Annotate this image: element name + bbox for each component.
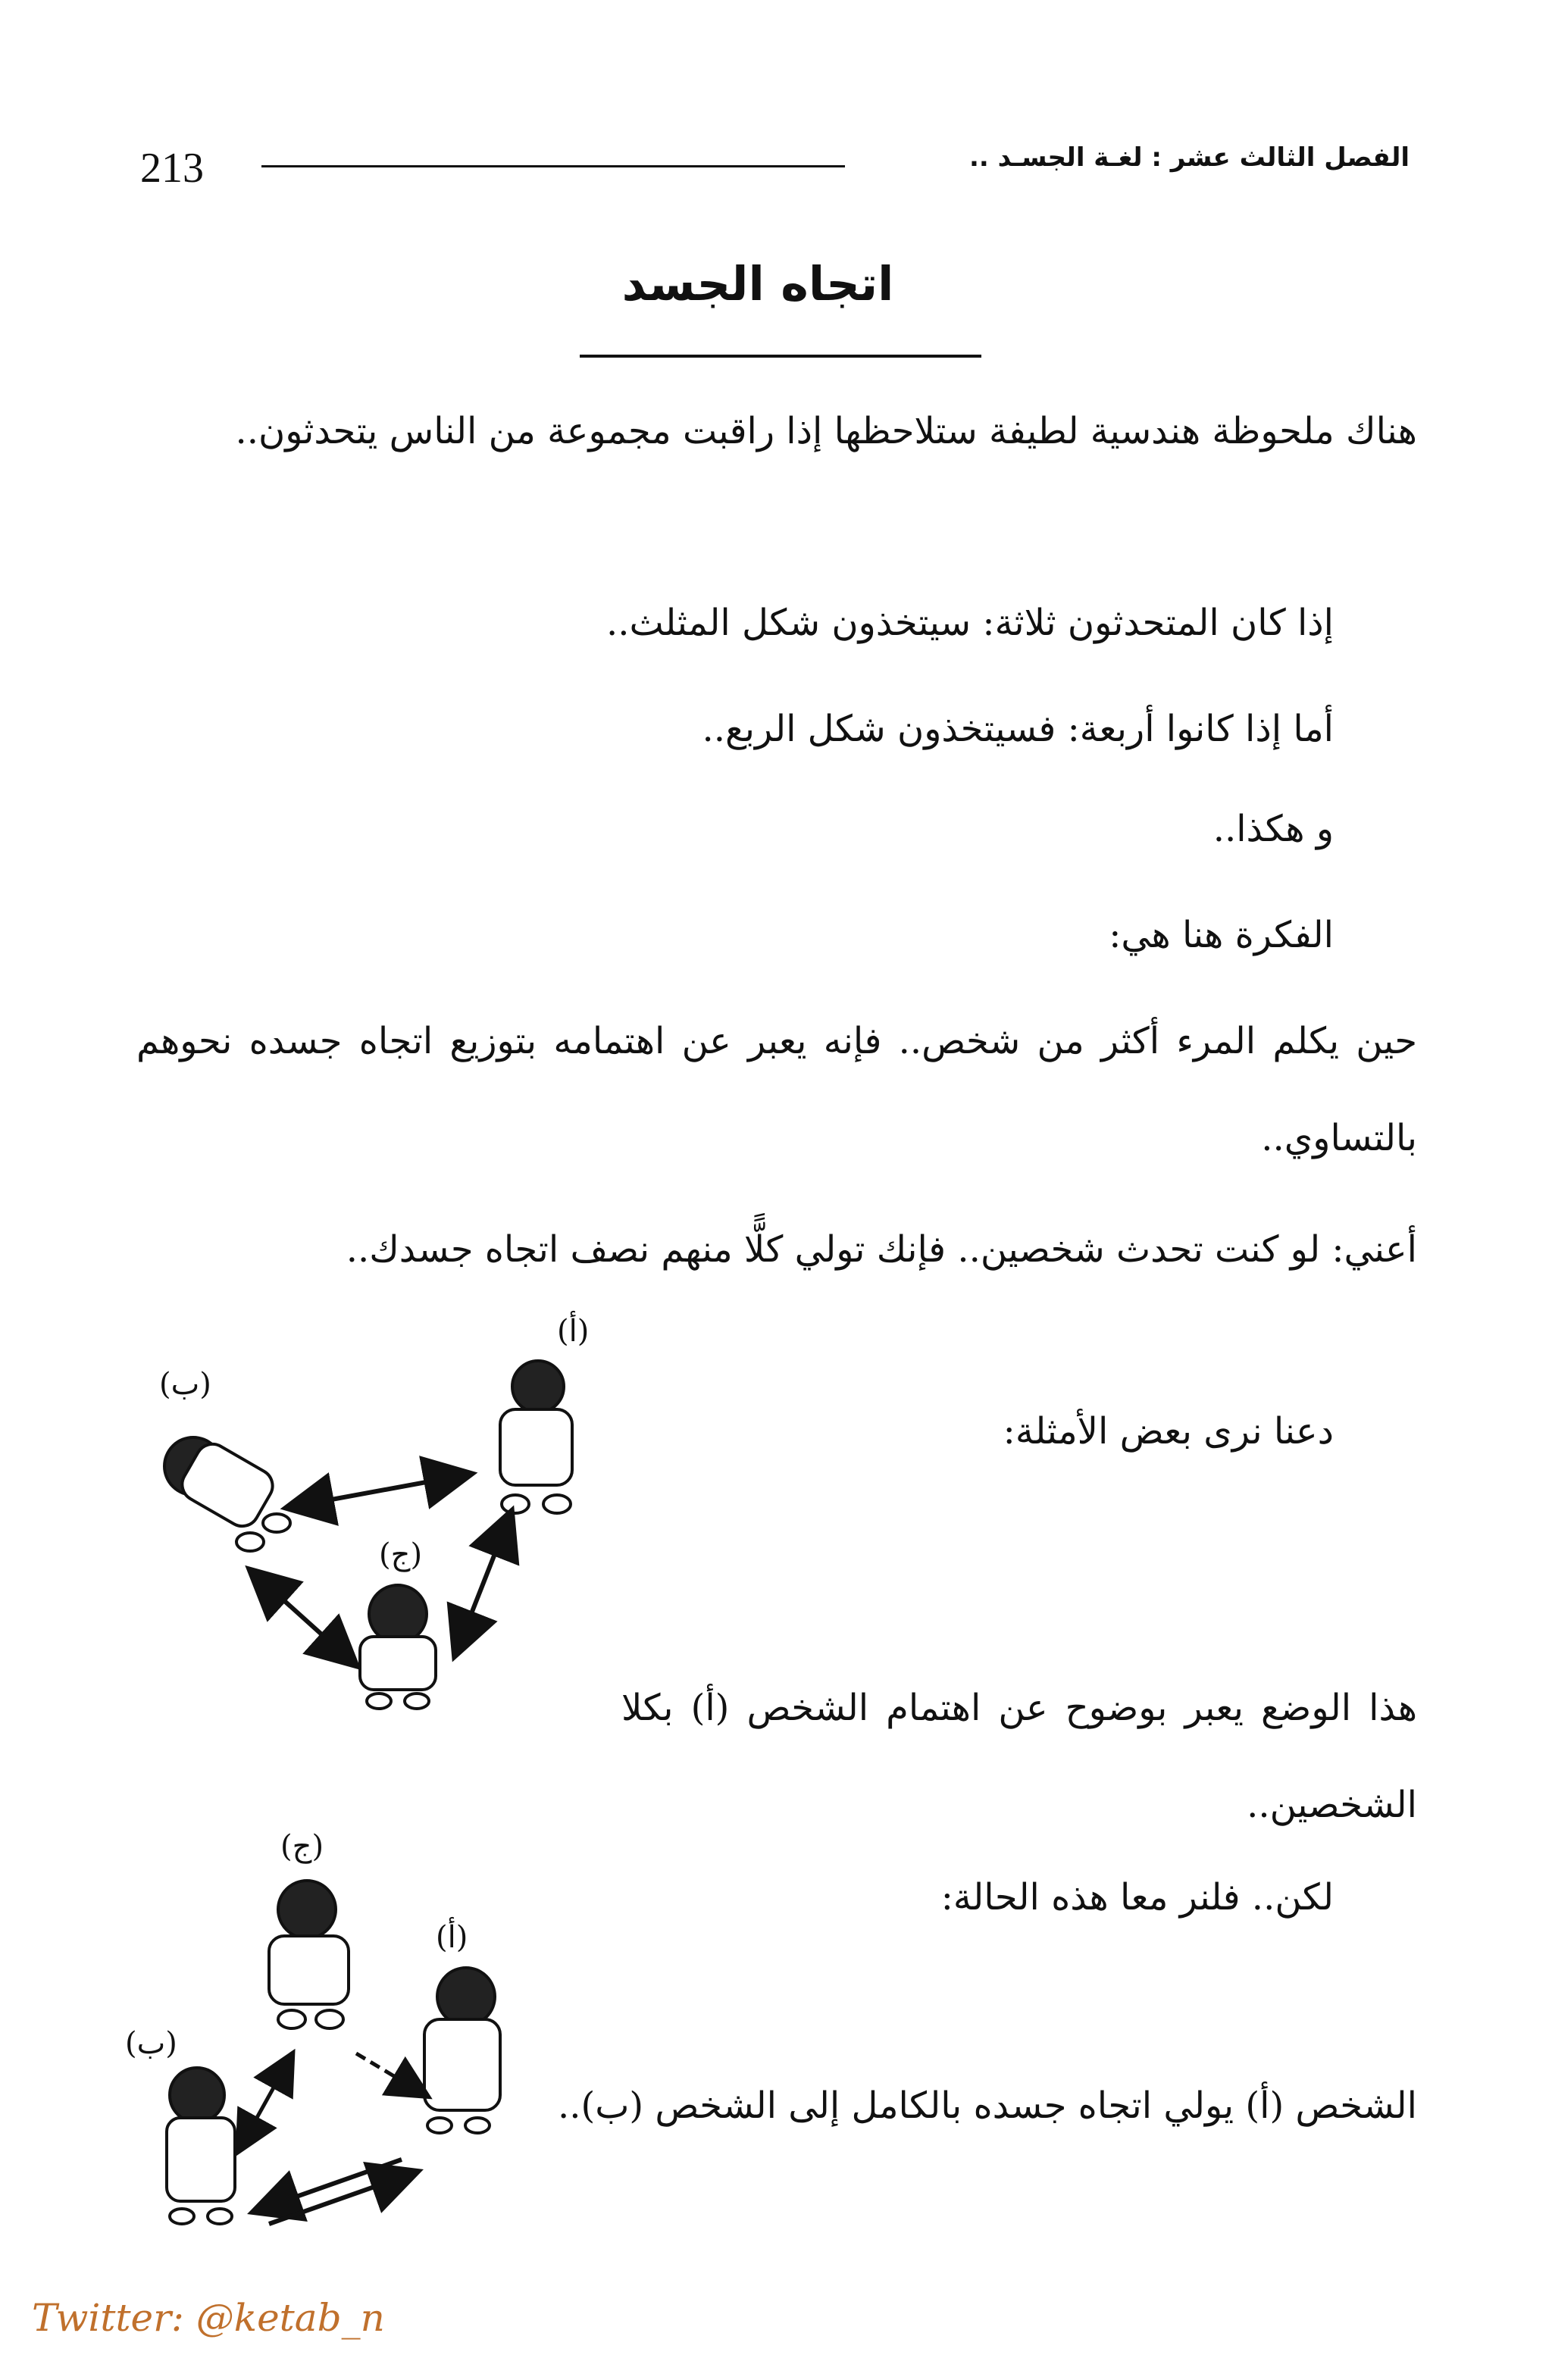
- figure2-person-c: [269, 1881, 349, 2028]
- figure1-label-b: (ب): [159, 1367, 211, 1402]
- page-number: 213: [140, 145, 204, 192]
- figure2-label-b: (ب): [125, 2026, 177, 2061]
- figure1-arrow-b-c: [265, 1584, 341, 1652]
- paragraph-6: حين يكلم المرء أكثر من شخص.. فإنه يعبر عن اهتمامه بتوزيع اتجاه جسده نحوهم بالتساوي..: [136, 1020, 1417, 1159]
- chapter-header: الفصل الثالث عشر : لغـة الجسـد ..: [969, 142, 1410, 173]
- figure2-label-c: (ج): [280, 1829, 324, 1864]
- figure1-arrow-a-c: [462, 1531, 504, 1637]
- figure1-label-c: (ج): [379, 1537, 423, 1572]
- paragraph-3: أما إذا كانوا أربعة: فسيتخذون شكل الربع..: [702, 708, 1334, 750]
- title-underline: [580, 355, 981, 358]
- figure1-person-b: [164, 1437, 290, 1551]
- figure2-person-b: [167, 2068, 235, 2224]
- figure1-label-a: (أ): [557, 1314, 590, 1349]
- paragraph-9: هذا الوضع يعبر بوضوح عن اهتمام الشخص (أ) بكلا الشخصين..: [621, 1687, 1417, 1826]
- figure1-arrow-a-b: [307, 1478, 451, 1504]
- paragraph-4: و هكذا..: [1212, 808, 1334, 850]
- paragraph-1: هناك ملحوظة هندسية لطيفة ستلاحظها إذا راقبت مجموعة من الناس يتحدثون..: [235, 410, 1417, 452]
- header-rule: [261, 165, 845, 167]
- figure1-person-a: [500, 1361, 572, 1513]
- figure2-arrow-b-c: [246, 2069, 284, 2137]
- paragraph-11: الشخص (أ) يولي اتجاه جسده بالكامل إلى الشخص (ب)..: [558, 2084, 1417, 2127]
- figure-unequal-attention: [114, 1826, 538, 2250]
- paragraph-7: أعني: لو كنت تحدث شخصين.. فإنك تولي كلًّا منهم نصف اتجاه جسدك..: [346, 1228, 1417, 1271]
- section-title: اتجاه الجسد: [621, 256, 894, 311]
- figure2-label-a: (أ): [436, 1920, 468, 1955]
- paragraph-2: إذا كان المتحدثون ثلاثة: سيتخذون شكل المثلث..: [606, 602, 1334, 644]
- paragraph-10: لكن.. فلنر معا هذه الحالة:: [940, 1876, 1334, 1919]
- figure2-person-a: [424, 1968, 500, 2133]
- paragraph-5: الفكرة هنا هي:: [1109, 914, 1334, 956]
- watermark-twitter: Twitter: @ketab_n: [32, 2296, 385, 2340]
- paragraph-8: دعنا نرى بعض الأمثلة:: [1003, 1410, 1334, 1453]
- figure-equal-attention: [144, 1303, 614, 1712]
- figure2-arrow-c-a: [356, 2053, 413, 2088]
- figure1-person-c: [360, 1585, 436, 1709]
